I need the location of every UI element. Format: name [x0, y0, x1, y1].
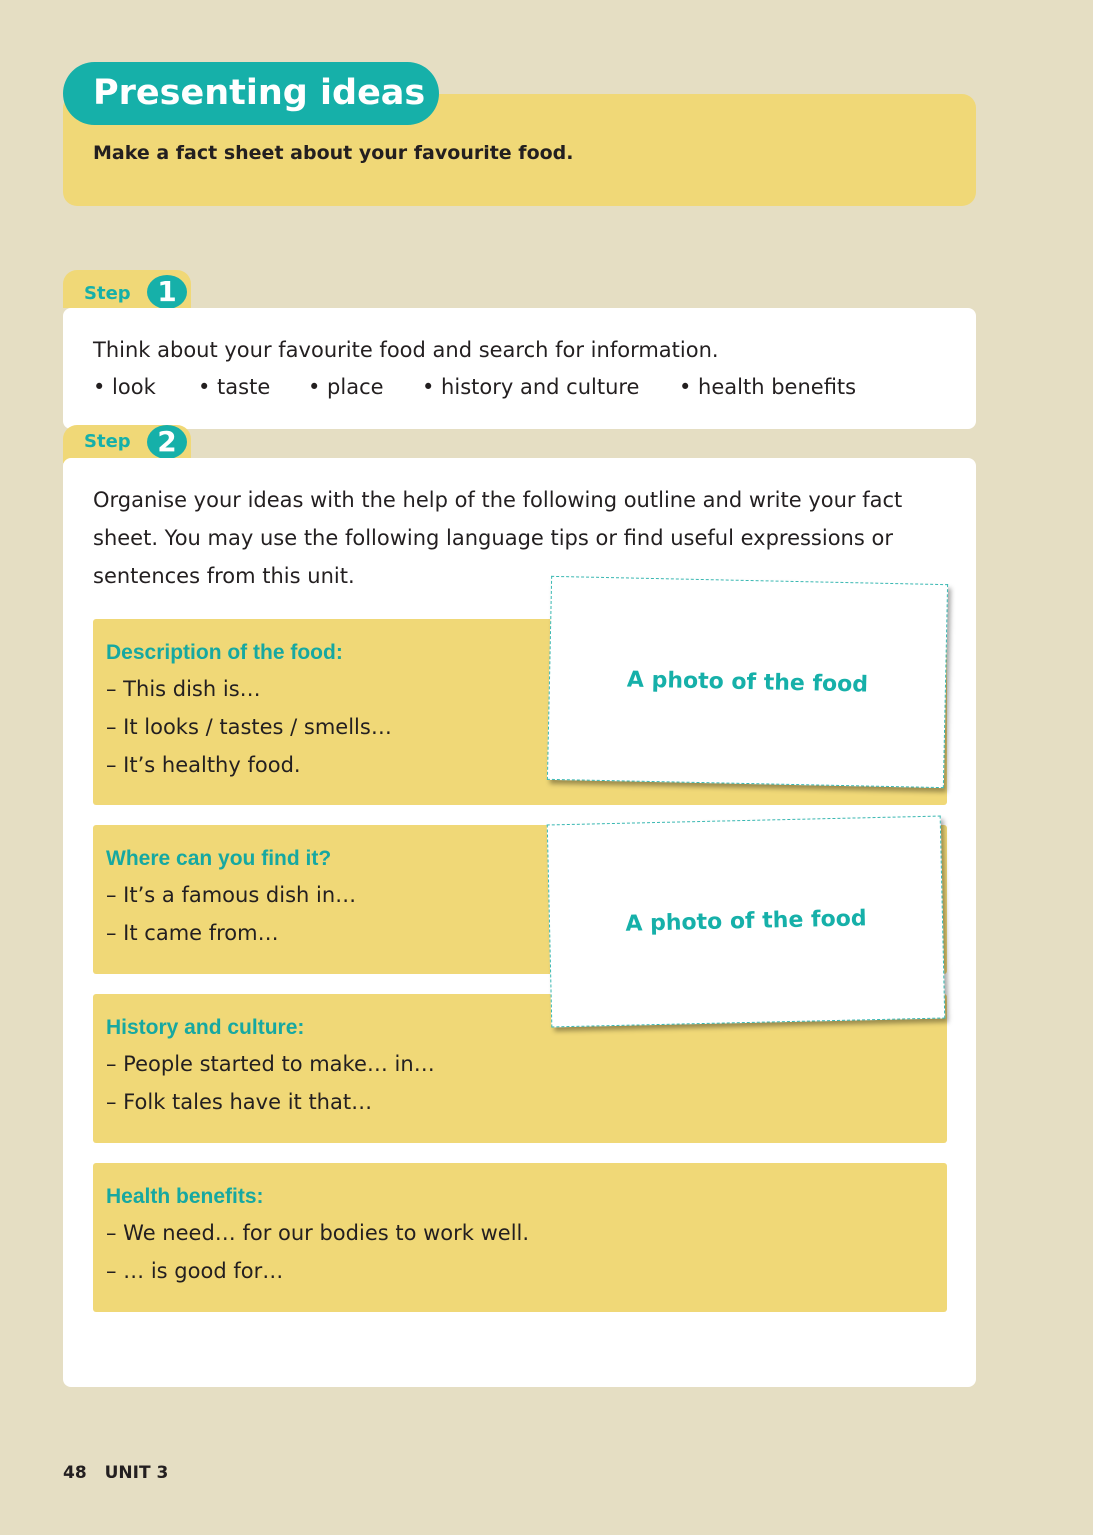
section-title: Presenting ideas [63, 62, 439, 125]
step-2-text-line-1: Organise your ideas with the help of the following outline and write your fact [93, 488, 903, 512]
step-1-label: Step [84, 283, 131, 304]
page-number: 48 [63, 1463, 87, 1483]
tip-line: – It’s a famous dish in… [106, 883, 357, 907]
tip-line: – It came from… [106, 921, 279, 945]
tip-line: – We need… for our bodies to work well. [106, 1221, 530, 1245]
bullet-item: • look [93, 375, 156, 399]
bullet-item: • taste [198, 375, 271, 399]
tip-heading: History and culture: [106, 1016, 305, 1039]
step-2-label: Step [84, 431, 131, 452]
tip-line: – It looks / tastes / smells… [106, 715, 392, 739]
tip-box-health [93, 1163, 947, 1312]
tip-heading: Where can you find it? [106, 847, 332, 870]
step-2-number: 2 [147, 425, 187, 459]
bullet-item: • health benefits [679, 375, 857, 399]
step-1-number: 1 [147, 275, 187, 309]
tip-heading: Description of the food: [106, 641, 343, 664]
photo-placeholder-1: A photo of the food [547, 576, 948, 788]
unit-label: UNIT 3 [104, 1463, 169, 1483]
tip-heading: Health benefits: [106, 1185, 264, 1208]
page-footer [63, 1463, 180, 1483]
tip-line: – … is good for… [106, 1259, 284, 1283]
step-1-text: Think about your favourite food and search for information. [93, 338, 719, 362]
step-2-text-line-2: sheet. You may use the following language tips or find useful expressions or [93, 526, 893, 550]
photo-placeholder-2: A photo of the food [547, 816, 946, 1028]
tip-line: – Folk tales have it that… [106, 1090, 373, 1114]
task-instruction: Make a fact sheet about your favourite food. [93, 142, 574, 164]
bullet-item: • place [308, 375, 384, 399]
step-2-text-line-3: sentences from this unit. [93, 564, 355, 588]
tip-line: – People started to make… in… [106, 1052, 435, 1076]
tip-line: – It’s healthy food. [106, 753, 301, 777]
bullet-item: • history and culture [422, 375, 640, 399]
tip-line: – This dish is… [106, 677, 261, 701]
